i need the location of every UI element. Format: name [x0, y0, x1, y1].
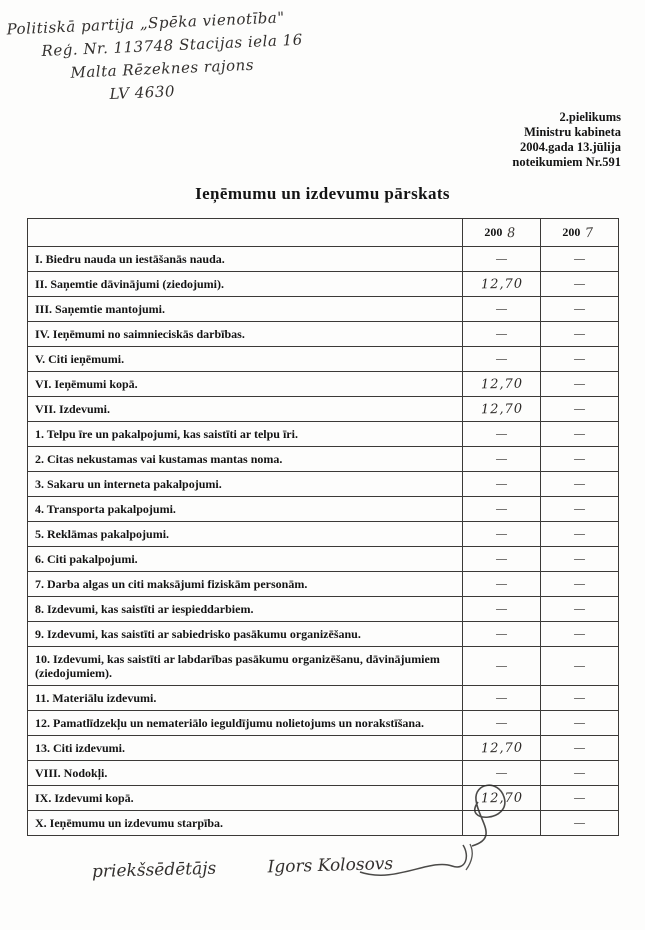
table-header [28, 219, 619, 247]
table-row [28, 422, 619, 447]
row-label: 12. Pamatlīdzekļu un nemateriālo ieguldījumu nolietojums un norakstīšana. [28, 711, 463, 736]
reference-cabinet: Ministru kabineta [524, 125, 621, 139]
value-year-2007: — [541, 372, 619, 397]
signature-line [92, 854, 394, 882]
value-year-2008: 12,70 [462, 271, 540, 297]
handwritten-header-note [6, 6, 305, 111]
table-row [28, 811, 619, 836]
table-row [28, 686, 619, 711]
row-label: IV. Ieņēmumi no saimnieciskās darbības. [28, 322, 463, 347]
year-prefix: 200 [562, 225, 581, 239]
value-year-2008: — [463, 547, 541, 572]
table-row [28, 497, 619, 522]
table-row [28, 322, 619, 347]
value-year-2008: — [463, 422, 541, 447]
table-row [28, 547, 619, 572]
page-title: Ieņēmumu un izdevumu pārskats [195, 184, 450, 203]
row-label: IX. Izdevumi kopā. [28, 786, 463, 811]
value-year-2007: — [541, 736, 619, 761]
row-label: 10. Izdevumi, kas saistīti ar labdarības pasākumu organizēšanu, dāvinājumiem (ziedojumiem). [28, 647, 463, 686]
handwritten-year-digit: 7 [584, 225, 595, 242]
row-label: III. Saņemtie mantojumi. [28, 297, 463, 322]
value-year-2007: — [541, 247, 619, 272]
value-year-2008: — [463, 597, 541, 622]
value-year-2008: — [463, 522, 541, 547]
value-year-2007: — [541, 297, 619, 322]
value-year-2008: — [463, 647, 541, 686]
year-header-2008 [463, 219, 541, 247]
table-row [28, 736, 619, 761]
value-year-2008 [463, 811, 541, 836]
table-row [28, 711, 619, 736]
value-year-2007: — [541, 447, 619, 472]
year-header-2007 [541, 219, 619, 247]
value-year-2008: — [463, 622, 541, 647]
value-year-2007: — [541, 711, 619, 736]
value-year-2008: — [463, 761, 541, 786]
value-year-2008: 12,70 [462, 371, 540, 397]
value-year-2008: — [463, 322, 541, 347]
value-year-2007: — [541, 397, 619, 422]
table-row [28, 786, 619, 811]
table-row [28, 447, 619, 472]
row-label: 4. Transporta pakalpojumi. [28, 497, 463, 522]
value-year-2008: — [463, 297, 541, 322]
regulation-reference-block [512, 110, 621, 170]
table-row [28, 572, 619, 597]
row-label: II. Saņemtie dāvinājumi (ziedojumi). [28, 272, 463, 297]
handwritten-year-digit: 8 [506, 225, 517, 242]
row-label: 1. Telpu īre un pakalpojumi, kas saistīti ar telpu īri. [28, 422, 463, 447]
value-year-2007: — [541, 811, 619, 836]
value-year-2007: — [541, 347, 619, 372]
reference-number: noteikumiem Nr.591 [512, 155, 621, 169]
row-label: 13. Citi izdevumi. [28, 736, 463, 761]
value-year-2007: — [541, 522, 619, 547]
signer-role: priekšsēdētājs [91, 858, 217, 882]
value-year-2007: — [541, 547, 619, 572]
value-year-2008: — [463, 497, 541, 522]
table-row [28, 397, 619, 422]
row-label: 5. Reklāmas pakalpojumi. [28, 522, 463, 547]
value-year-2007: — [541, 647, 619, 686]
row-label: VII. Izdevumi. [28, 397, 463, 422]
table-row [28, 597, 619, 622]
table-row [28, 247, 619, 272]
row-label: V. Citi ieņēmumi. [28, 347, 463, 372]
value-year-2008: — [463, 472, 541, 497]
row-label: I. Biedru nauda un iestāšanās nauda. [28, 247, 463, 272]
table-row [28, 472, 619, 497]
value-year-2007: — [541, 597, 619, 622]
table-row [28, 522, 619, 547]
table-row [28, 372, 619, 397]
value-year-2007: — [541, 422, 619, 447]
table-row [28, 761, 619, 786]
value-year-2008: — [463, 572, 541, 597]
report-table-body [28, 247, 619, 836]
value-year-2007: — [541, 622, 619, 647]
value-year-2007: — [541, 322, 619, 347]
row-label: 7. Darba algas un citi maksājumi fiziskām personām. [28, 572, 463, 597]
value-year-2008: — [463, 711, 541, 736]
row-label: X. Ieņēmumu un izdevumu starpība. [28, 811, 463, 836]
row-label: 6. Citi pakalpojumi. [28, 547, 463, 572]
row-label: 8. Izdevumi, kas saistīti ar iespieddarbiem. [28, 597, 463, 622]
value-year-2007: — [541, 572, 619, 597]
table-row [28, 647, 619, 686]
row-label: 9. Izdevumi, kas saistīti ar sabiedrisko pasākumu organizēšanu. [28, 622, 463, 647]
value-year-2008: — [463, 347, 541, 372]
handwritten-party-name: Politiskā partija „Spēka vienotība" [6, 8, 286, 39]
handwritten-registration-address: Reģ. Nr. 113748 Stacijas iela 16 [41, 30, 304, 60]
row-label: 11. Materiālu izdevumi. [28, 686, 463, 711]
value-year-2007: — [541, 472, 619, 497]
reference-annex: 2.pielikums [559, 110, 621, 124]
value-year-2007: — [541, 786, 619, 811]
signer-name: Igors Kolosovs [267, 854, 394, 878]
value-year-2007: — [541, 761, 619, 786]
value-year-2008: 12,70 [462, 735, 540, 761]
reference-date: 2004.gada 13.jūlija [519, 140, 621, 154]
value-year-2008: 12,70 [462, 785, 540, 811]
year-prefix: 200 [484, 225, 503, 239]
table-row [28, 272, 619, 297]
row-label: VIII. Nodokļi. [28, 761, 463, 786]
table-header-row [28, 219, 619, 247]
handwritten-postal-code: LV 4630 [109, 82, 176, 104]
row-label: VI. Ieņēmumi kopā. [28, 372, 463, 397]
value-year-2007: — [541, 686, 619, 711]
value-year-2008: — [463, 247, 541, 272]
table-row [28, 347, 619, 372]
table-row [28, 297, 619, 322]
table-row [28, 622, 619, 647]
row-label: 2. Citas nekustamas vai kustamas mantas noma. [28, 447, 463, 472]
signature-flick-stroke [466, 844, 472, 870]
header-empty-cell [28, 219, 463, 247]
value-year-2007: — [541, 497, 619, 522]
value-year-2007: — [541, 272, 619, 297]
value-year-2008: — [463, 447, 541, 472]
handwritten-town-district: Malta Rēzeknes rajons [70, 55, 255, 82]
row-label: 3. Sakaru un interneta pakalpojumi. [28, 472, 463, 497]
income-expenditure-table [27, 218, 619, 836]
value-year-2008: — [463, 686, 541, 711]
value-year-2008: 12,70 [462, 396, 540, 422]
